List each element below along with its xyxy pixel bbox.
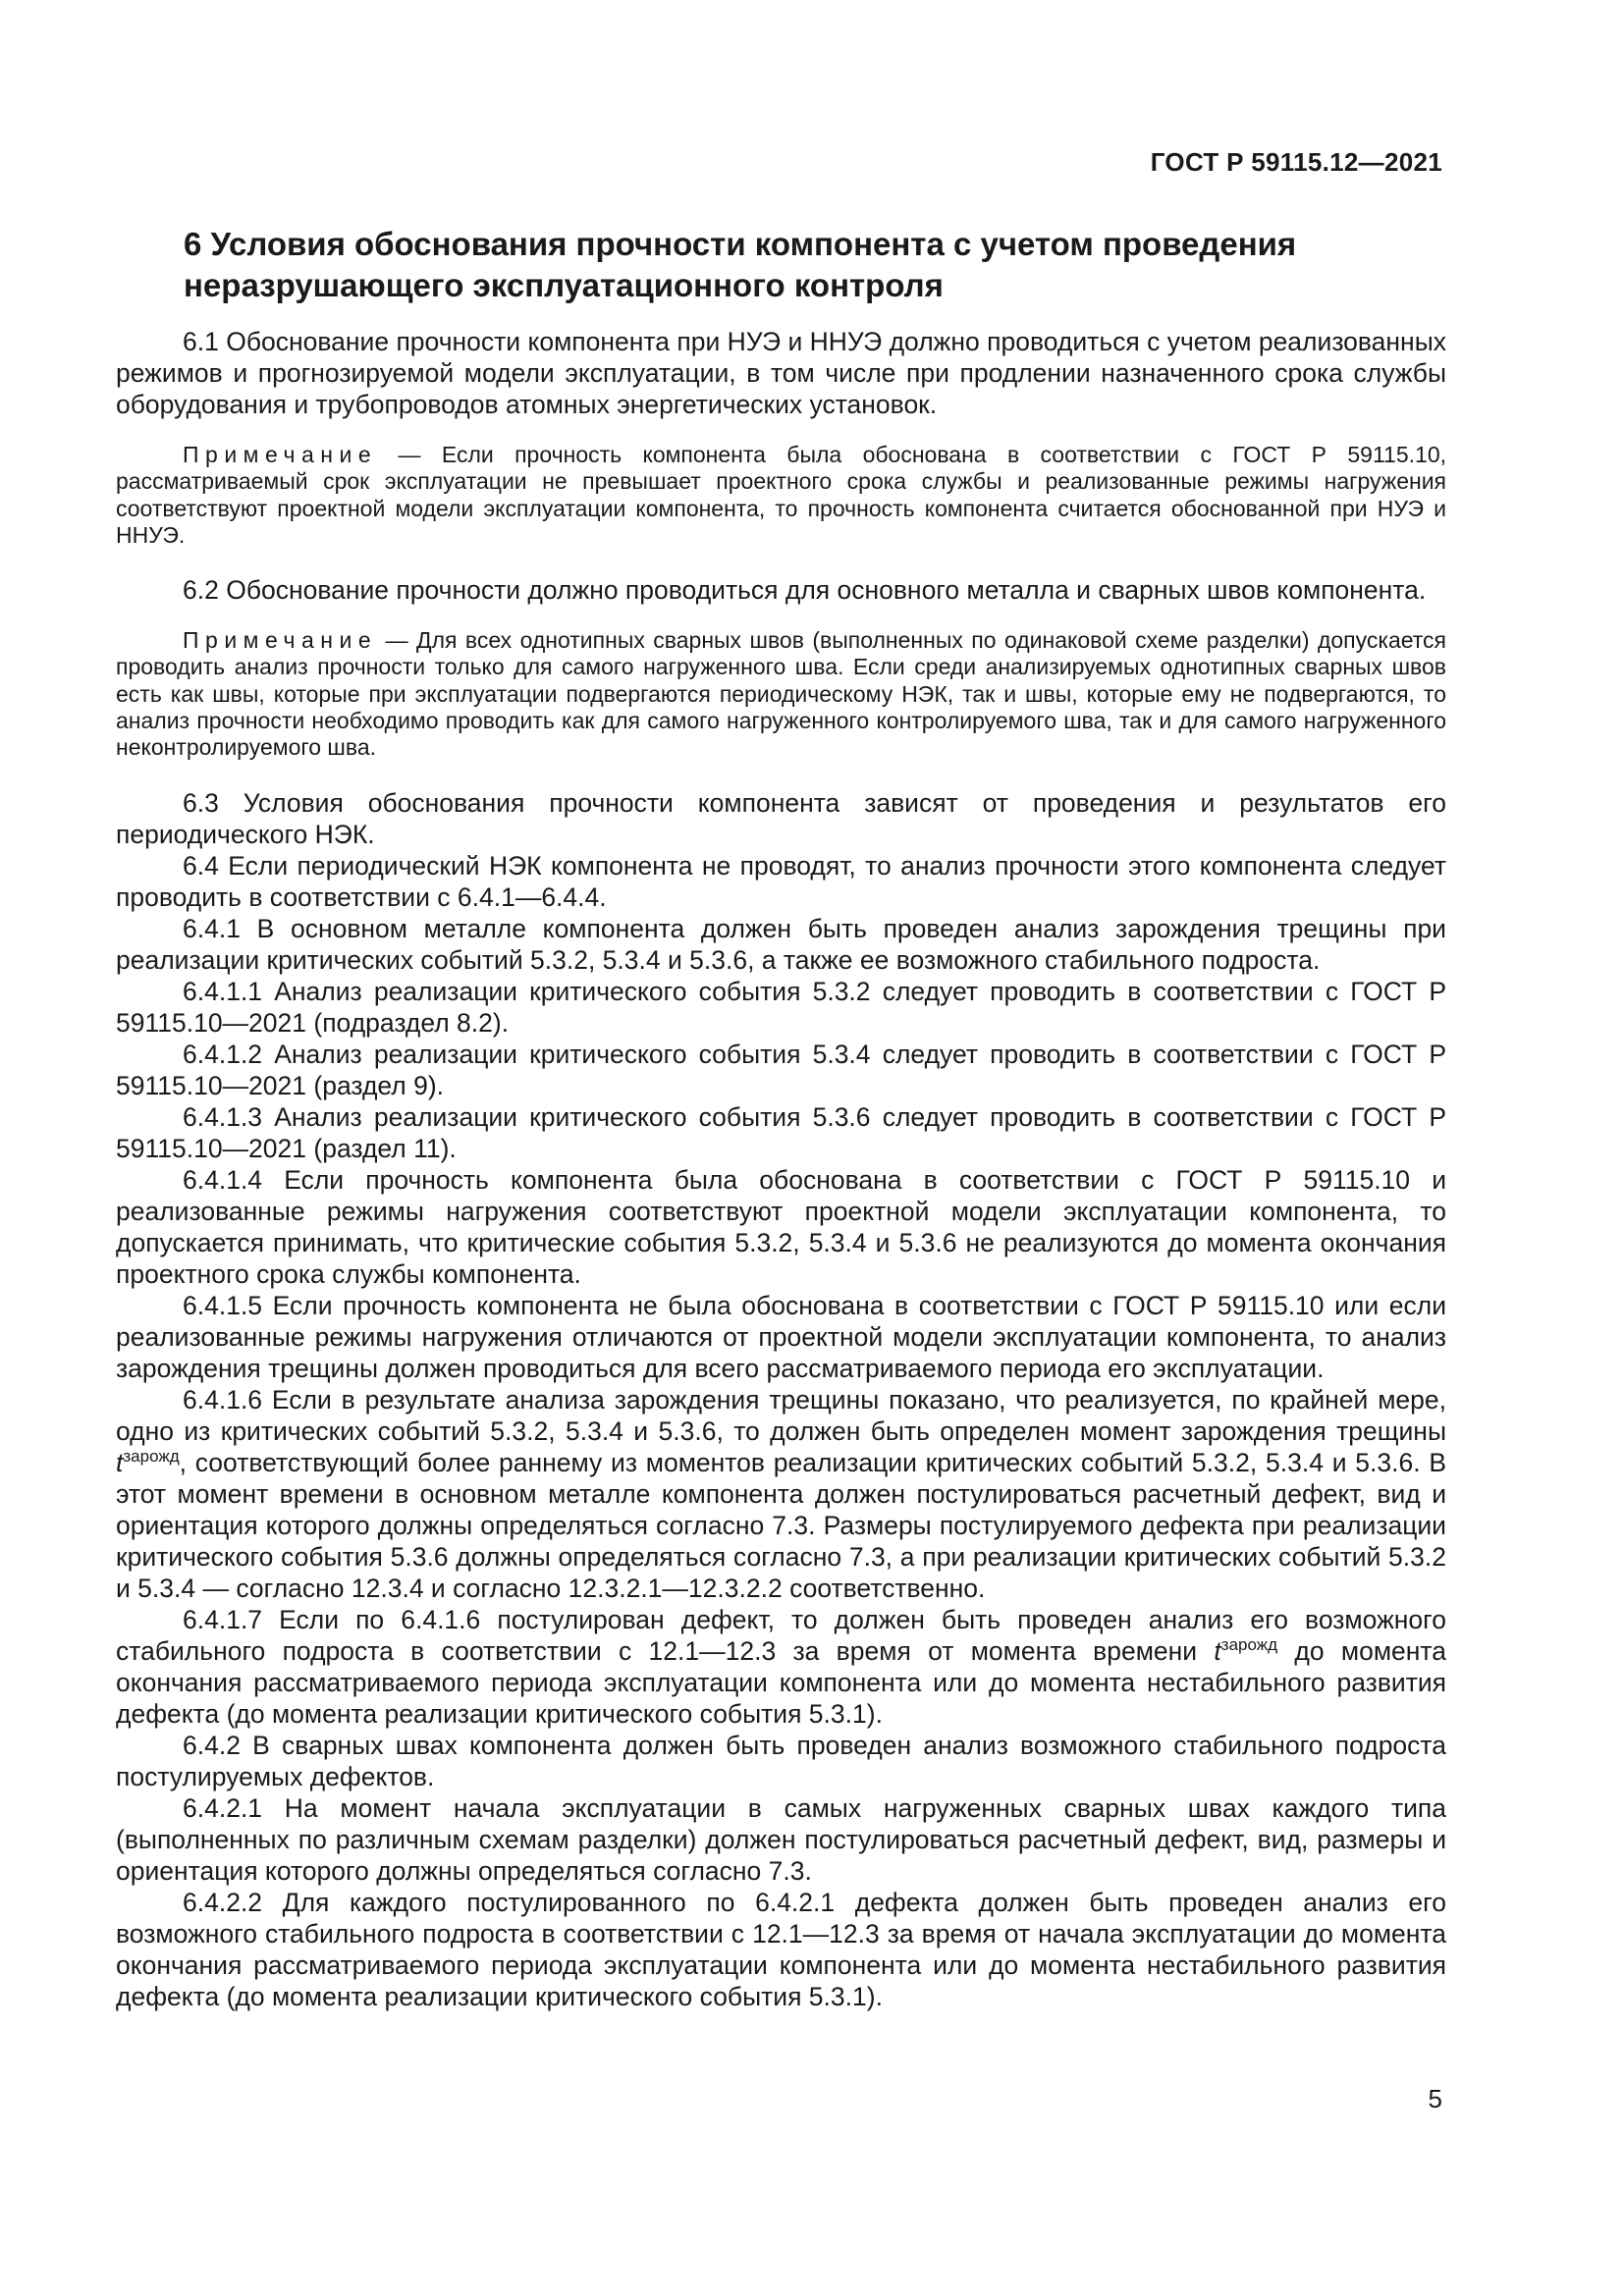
note-2 xyxy=(116,627,1446,761)
paragraph-6-4-1-3: 6.4.1.3 Анализ реализации критического события 5.3.6 следует проводить в соответствии с ГОСТ Р 59115.10—2021 (раздел 11). xyxy=(116,1101,1446,1163)
paragraph-6-4-2-2: 6.4.2.2 Для каждого постулированного по 6.4.2.1 дефекта должен быть проведен анализ его возможного стабильного подроста в соответствии с 12.1—12.3 за время от начала эксплуатации до момента окончания рассматриваемого периода эксплуатации компонента или до момента нестабильного развития дефекта (до момента реализации критического события 5.3.1). xyxy=(116,1887,1446,2011)
page-number: 5 xyxy=(1428,2084,1442,2113)
note-1 xyxy=(116,442,1446,549)
paragraph-6-1: 6.1 Обоснование прочности компонента при НУЭ и ННУЭ должно проводиться с учетом реализованных режимов и прогнозируемой модели эксплуатации, в том числе при продлении назначенного срока службы оборудования и трубопроводов атомных энергетических установок. xyxy=(116,327,1446,419)
note-label: Примечание xyxy=(183,627,378,654)
paragraph-text: , соответствующий более раннему из моментов реализации критических событий 5.3.2, 5.3.4 и 5.3.6. В этот момент времени в основном металле компонента должен постулироваться расчетный дефект, вид и ориентация которого должны определяться согласно 7.3. Размеры постулируемого дефекта при реализации критического события 5.3.6 должны определяться согласно 7.3, а при реализации критических событий 5.3.2 и 5.3.4 — согласно 12.3.4 и согласно 12.3.2.1—12.3.2.2 соответственно. xyxy=(116,1447,1446,1603)
paragraph-6-4-1: 6.4.1 В основном металле компонента должен быть проведен анализ зарождения трещины при реализации критических событий 5.3.2, 5.3.4 и 5.3.6, а также ее возможного стабильного подроста. xyxy=(116,913,1446,975)
paragraph-6-4-2-1: 6.4.2.1 На момент начала эксплуатации в самых нагруженных сварных швах каждого типа (выполненных по различным схемам разделки) должен постулироваться расчетный дефект, вид, размеры и ориентация которого должны определяться согласно 7.3. xyxy=(116,1792,1446,1886)
paragraph-6-4-1-1: 6.4.1.1 Анализ реализации критического события 5.3.2 следует проводить в соответствии с ГОСТ Р 59115.10—2021 (подраздел 8.2). xyxy=(116,976,1446,1038)
paragraph-text: 6.4.1.6 Если в результате анализа зарождения трещины показано, что реализуется, по крайней мере, одно из критических событий 5.3.2, 5.3.4 и 5.3.6, то должен быть определен момент зарождения трещины xyxy=(116,1384,1446,1446)
paragraph-6-4-2: 6.4.2 В сварных швах компонента должен быть проведен анализ возможного стабильного подроста постулируемых дефектов. xyxy=(116,1730,1446,1791)
paragraph-6-4-1-2: 6.4.1.2 Анализ реализации критического события 5.3.4 следует проводить в соответствии с ГОСТ Р 59115.10—2021 (раздел 9). xyxy=(116,1039,1446,1100)
paragraph-6-2: 6.2 Обоснование прочности должно проводиться для основного металла и сварных швов компонента. xyxy=(183,575,1427,606)
paragraph-6-3: 6.3 Условия обоснования прочности компонента зависят от проведения и результатов его периодического НЭК. xyxy=(116,787,1446,849)
standard-id-header: ГОСТ Р 59115.12—2021 xyxy=(1150,147,1442,177)
time-subscript: зарожд xyxy=(1220,1634,1278,1654)
paragraph-6-4-1-7 xyxy=(116,1604,1446,1730)
note-text: — Если прочность компонента была обоснована в соответствии с ГОСТ Р 59115.10, рассматриваемый срок эксплуатации не превышает проектного срока службы и реализованные режимы нагружения соответствуют проектной модели эксплуатации компонента, то прочность компонента считается обоснованной при НУЭ и ННУЭ. xyxy=(116,442,1446,548)
time-subscript: зарожд xyxy=(123,1446,180,1466)
paragraph-6-4-1-4: 6.4.1.4 Если прочность компонента была обоснована в соответствии с ГОСТ Р 59115.10 и реализованные режимы нагружения соответствуют проектной модели эксплуатации компонента, то допускается принимать, что критические события 5.3.2, 5.3.4 и 5.3.6 не реализуются до момента окончания проектного срока службы компонента. xyxy=(116,1164,1446,1289)
time-symbol: t xyxy=(1214,1635,1221,1666)
paragraph-text: 6.4.1.7 Если по 6.4.1.6 постулирован дефект, то должен быть проведен анализ его возможного стабильного подроста в соответствии с 12.1—12.3 за время от момента времени xyxy=(116,1604,1446,1666)
paragraph-text: до момента окончания рассматриваемого периода эксплуатации компонента или до момента нестабильного развития дефекта (до момента реализации критического события 5.3.1). xyxy=(116,1635,1446,1729)
note-text: — Для всех однотипных сварных швов (выполненных по одинаковой схеме разделки) допускается проводить анализ прочности только для самого нагруженного шва. Если среди анализируемых однотипных сварных швов есть как швы, которые при эксплуатации подвергаются периодическому НЭК, так и швы, которые ему не подвергаются, то анализ прочности необходимо проводить как для самого нагруженного контролируемого шва, так и для самого нагруженного неконтролируемого шва. xyxy=(116,627,1446,761)
document-body xyxy=(116,326,1446,2012)
paragraph-6-4-1-6 xyxy=(116,1384,1446,1604)
section-title: 6 Условия обоснования прочности компонента с учетом проведения неразрушающего эксплуатационного контроля xyxy=(184,226,1297,303)
note-label: Примечание xyxy=(183,442,378,467)
paragraph-6-4: 6.4 Если периодический НЭК компонента не проводят, то анализ прочности этого компонента следует проводить в соответствии с 6.4.1—6.4.4. xyxy=(116,850,1446,912)
paragraph-6-4-1-5: 6.4.1.5 Если прочность компонента не была обоснована в соответствии с ГОСТ Р 59115.10 или если реализованные режимы нагружения отличаются от проектной модели эксплуатации компонента, то анализ зарождения трещины должен проводиться для всего рассматриваемого периода его эксплуатации. xyxy=(116,1290,1446,1383)
time-symbol: t xyxy=(116,1447,124,1477)
